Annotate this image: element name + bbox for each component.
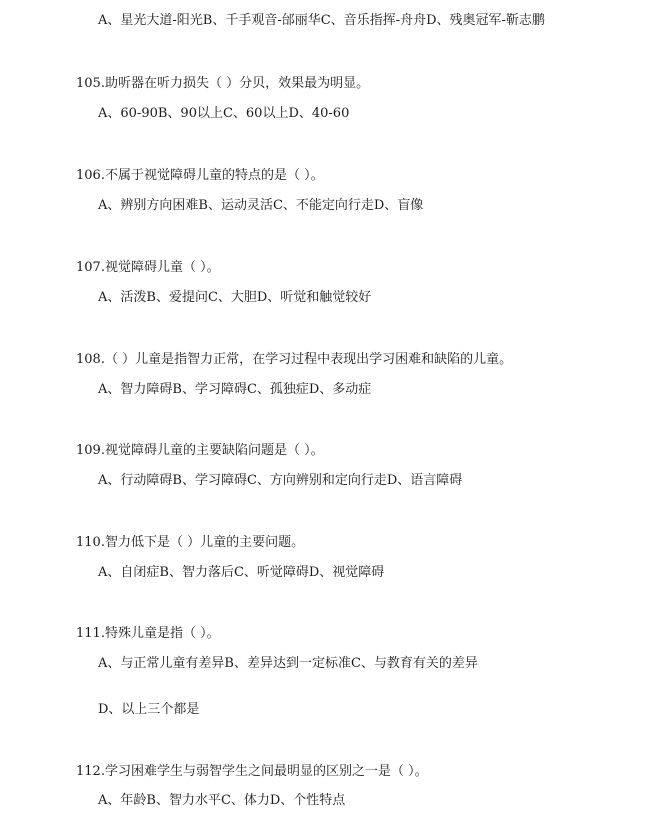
option-line-107: A、活泼B、爱提问C、大胆D、听觉和触觉较好: [98, 290, 372, 305]
option-line-108: A、智力障碍B、学习障碍C、孤独症D、多动症: [98, 382, 372, 397]
option-line-112: A、年龄B、智力水平C、体力D、个性特点: [98, 793, 346, 808]
option-line-106: A、辨别方向困难B、运动灵活C、不能定向行走D、盲像: [98, 198, 424, 213]
question-105: 105.助听器在听力损失（ ）分贝，效果最为明显。: [76, 76, 370, 91]
question-112: 112.学习困难学生与弱智学生之间最明显的区别之一是（ ）。: [76, 764, 428, 779]
question-107: 107.视觉障碍儿童（ ）。: [76, 260, 220, 275]
question-111: 111.特殊儿童是指（ ）。: [76, 626, 220, 641]
option-line-111-d: D、以上三个都是: [98, 702, 200, 717]
question-110: 110.智力低下是（ ）儿童的主要问题。: [76, 535, 305, 550]
option-line-104: A、星光大道-阳光B、千手观音-邰丽华C、音乐指挥-舟舟D、残奥冠军-靳志鹏: [98, 13, 545, 28]
question-108: 108.（ ）儿童是指智力正常，在学习过程中表现出学习困难和缺陷的儿童。: [76, 352, 513, 367]
question-106: 106.不属于视觉障碍儿童的特点的是（ ）。: [76, 168, 324, 183]
option-line-109: A、行动障碍B、学习障碍C、方向辨别和定向行走D、语言障碍: [98, 473, 463, 488]
option-line-105: A、60-90B、90以上C、60以上D、40-60: [98, 106, 350, 121]
question-109: 109.视觉障碍儿童的主要缺陷问题是（ ）。: [76, 443, 324, 458]
option-line-111: A、与正常儿童有差异B、差异达到一定标准C、与教育有关的差异: [98, 656, 478, 671]
option-line-110: A、自闭症B、智力落后C、听觉障碍D、视觉障碍: [98, 565, 385, 580]
